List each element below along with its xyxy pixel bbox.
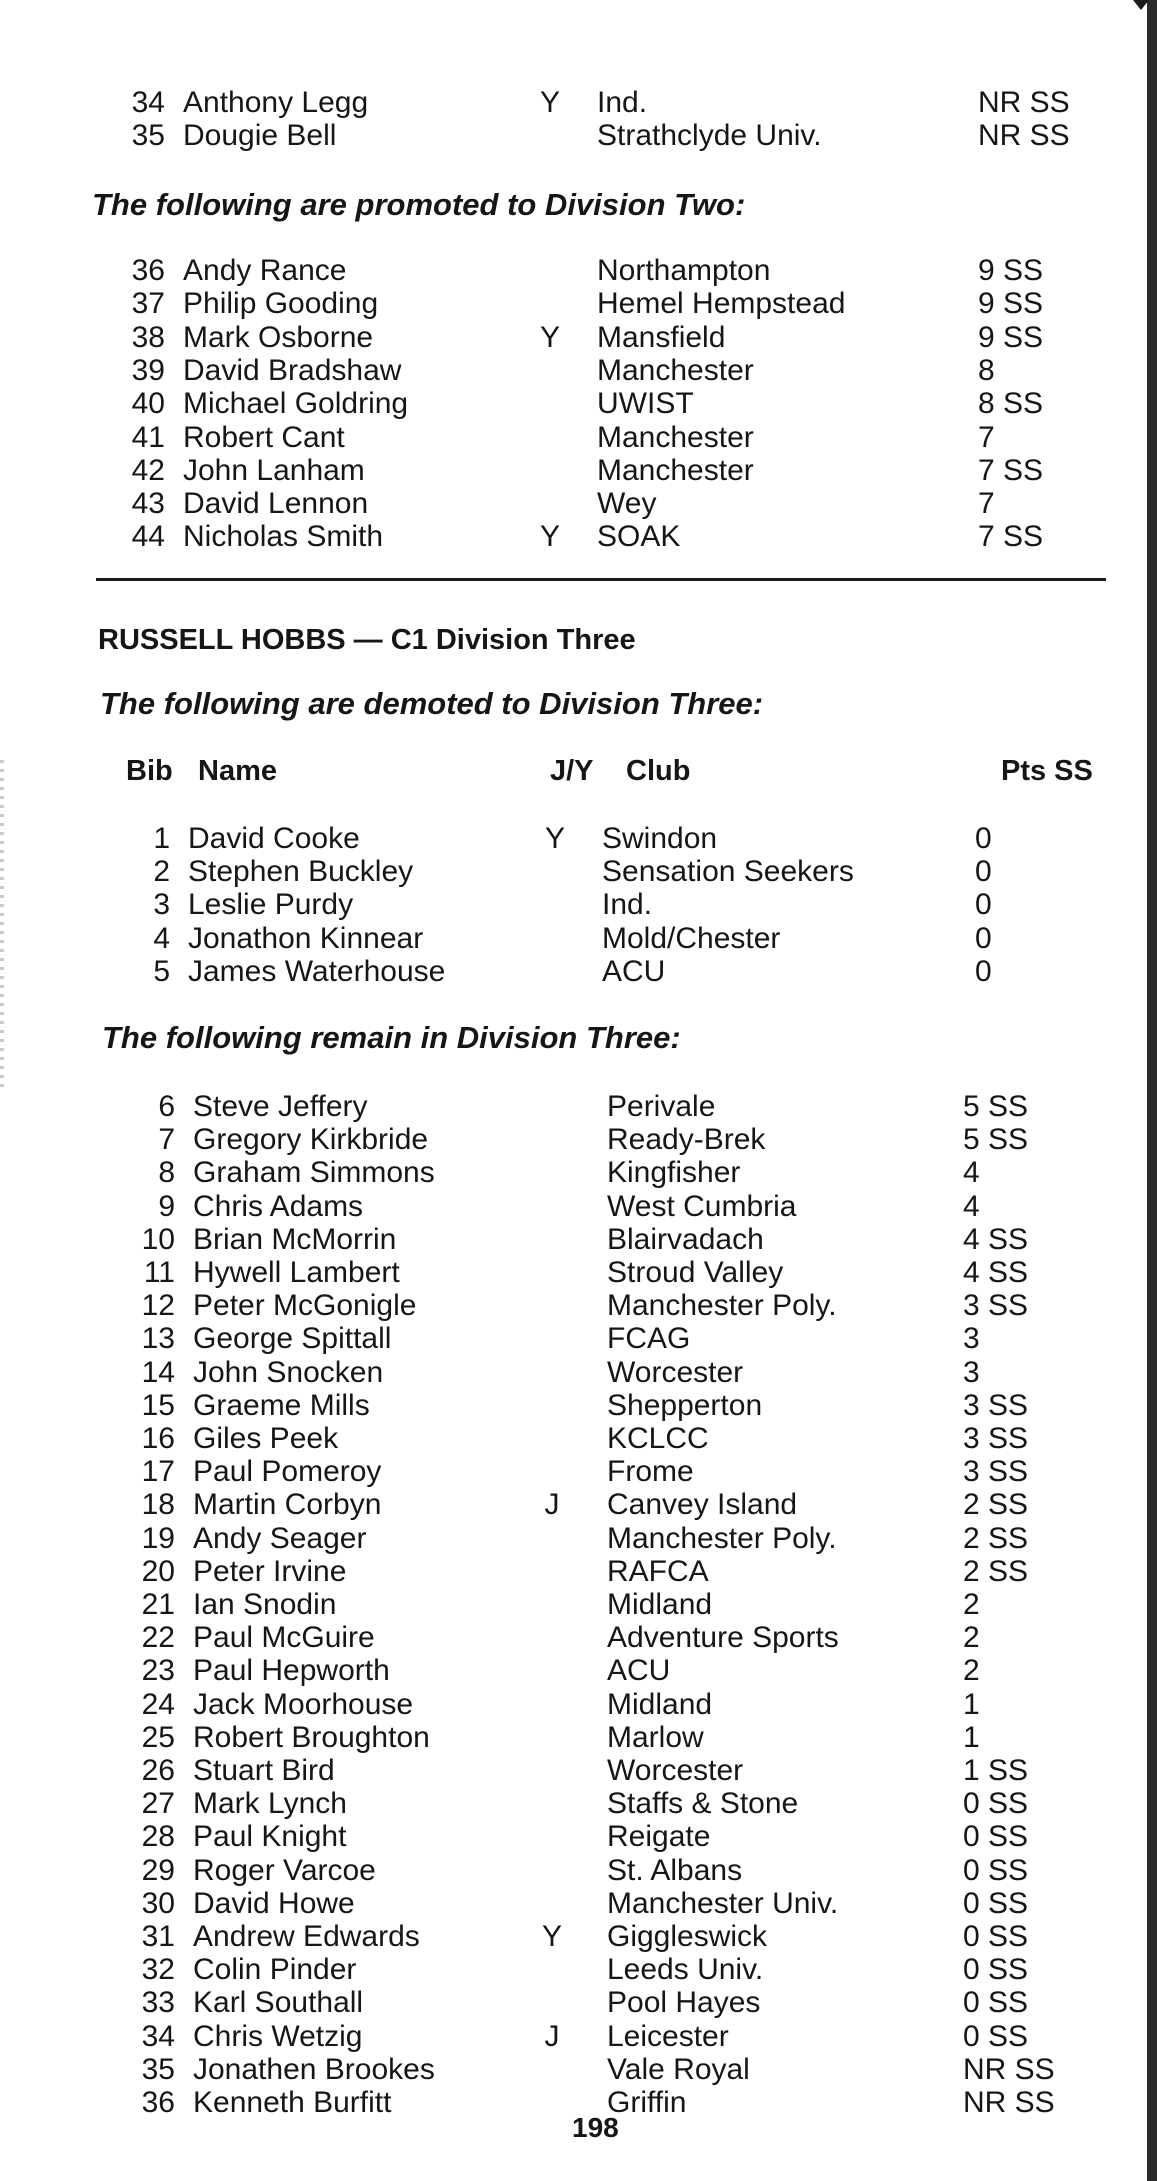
pts-cell: 3 SS: [963, 1289, 1029, 1323]
table-row: [105, 1356, 1145, 1390]
club-cell: Perivale: [607, 1090, 716, 1123]
bib-cell: 34: [131, 86, 165, 119]
bib-cell: 36: [131, 254, 165, 287]
column-header-pts: Pts SS: [1001, 755, 1093, 787]
remain-heading: The following remain in Division Three:: [102, 1020, 681, 1055]
table-row: [105, 1854, 1145, 1888]
name-cell: Paul Hepworth: [193, 1654, 390, 1688]
name-cell: George Spittall: [193, 1322, 392, 1356]
table-row: [105, 1820, 1145, 1854]
bib-cell: 1: [153, 822, 170, 855]
name-cell: James Waterhouse: [188, 954, 446, 988]
name-cell: Paul McGuire: [193, 1621, 375, 1655]
club-cell: Mansfield: [597, 320, 726, 354]
pts-cell: 2: [963, 1588, 980, 1621]
club-cell: Sensation Seekers: [602, 855, 854, 889]
name-cell: Graham Simmons: [193, 1156, 435, 1190]
pts-cell: 1 SS: [963, 1754, 1029, 1787]
pts-cell: 4: [963, 1156, 980, 1190]
pts-cell: 3: [963, 1355, 980, 1389]
table-row: [105, 2020, 1145, 2054]
table-row: [105, 1721, 1145, 1755]
club-cell: Strathclyde Univ.: [597, 119, 822, 152]
pts-cell: 2 SS: [963, 1488, 1029, 1522]
name-cell: David Bradshaw: [183, 353, 402, 387]
bib-cell: 5: [153, 954, 170, 988]
name-cell: Mark Lynch: [193, 1787, 347, 1821]
name-cell: John Lanham: [183, 453, 365, 487]
name-cell: Mark Osborne: [183, 320, 374, 354]
club-cell: Kingfisher: [607, 1156, 741, 1190]
name-cell: Roger Varcoe: [193, 1853, 376, 1887]
bib-cell: 26: [141, 1754, 175, 1787]
club-cell: Pool Hayes: [607, 1986, 761, 2020]
pts-cell: 4 SS: [963, 1256, 1029, 1289]
name-cell: Jonathen Brookes: [193, 2052, 435, 2086]
name-cell: Robert Cant: [183, 420, 345, 454]
pts-cell: 0 SS: [963, 1986, 1029, 2020]
bib-cell: 8: [158, 1156, 175, 1190]
table-row: [95, 387, 1135, 421]
pts-cell: 1: [963, 1720, 980, 1754]
jy-cell: J: [544, 2019, 560, 2053]
pts-cell: 9 SS: [978, 320, 1044, 354]
name-cell: Stuart Bird: [193, 1754, 335, 1787]
pts-cell: 0: [975, 921, 992, 955]
club-cell: Northampton: [597, 254, 771, 287]
bib-cell: 14: [141, 1355, 175, 1389]
table-row: [105, 2053, 1145, 2087]
name-cell: Ian Snodin: [193, 1588, 337, 1621]
name-cell: Andy Seager: [193, 1521, 367, 1555]
table-row: [105, 1920, 1145, 1954]
table-row: [95, 454, 1135, 488]
club-cell: Worcester: [607, 1355, 744, 1389]
pts-cell: 9 SS: [978, 254, 1044, 287]
club-cell: Frome: [607, 1455, 694, 1489]
pts-cell: 7 SS: [978, 520, 1044, 554]
bib-cell: 25: [141, 1720, 175, 1754]
bib-cell: 35: [131, 119, 165, 152]
name-cell: Hywell Lambert: [193, 1256, 400, 1289]
division-title: RUSSELL HOBBS — C1 Division Three: [98, 624, 636, 656]
pts-cell: 8: [978, 353, 995, 387]
pts-cell: 4: [963, 1189, 980, 1223]
bib-cell: 2: [153, 855, 170, 889]
club-cell: ACU: [602, 954, 666, 988]
bib-cell: 23: [141, 1654, 175, 1688]
pts-cell: 7: [978, 487, 995, 521]
club-cell: Manchester Poly.: [607, 1521, 837, 1555]
page-edge-shadow: [1147, 0, 1157, 2181]
pts-cell: 0 SS: [963, 1886, 1029, 1920]
name-cell: David Howe: [193, 1886, 355, 1920]
name-cell: Colin Pinder: [193, 1953, 357, 1987]
club-cell: ACU: [607, 1654, 671, 1688]
demoted-heading: The following are demoted to Division Three:: [100, 686, 764, 721]
bib-cell: 12: [141, 1289, 175, 1323]
bib-cell: 6: [158, 1090, 175, 1123]
table-row: [95, 321, 1135, 355]
table-row: [105, 1787, 1145, 1821]
bib-cell: 34: [141, 2019, 175, 2053]
pts-cell: 0 SS: [963, 2019, 1029, 2053]
pts-cell: 8 SS: [978, 387, 1044, 421]
pts-cell: 2 SS: [963, 1521, 1029, 1555]
name-cell: Steve Jeffery: [193, 1090, 368, 1123]
bib-cell: 15: [141, 1388, 175, 1422]
pts-cell: 0 SS: [963, 1787, 1029, 1821]
club-cell: Worcester: [607, 1754, 744, 1787]
bib-cell: 27: [141, 1787, 175, 1821]
table-row: [105, 1455, 1145, 1489]
bib-cell: 18: [141, 1488, 175, 1522]
club-cell: St. Albans: [607, 1853, 743, 1887]
name-cell: Gregory Kirkbride: [193, 1123, 429, 1157]
name-cell: Peter Irvine: [193, 1554, 347, 1588]
table-row: [95, 119, 1135, 153]
name-cell: Chris Adams: [193, 1189, 364, 1223]
club-cell: Manchester: [597, 420, 754, 454]
name-cell: Karl Southall: [193, 1986, 364, 2020]
table-row: [105, 1190, 1145, 1224]
pts-cell: 0 SS: [963, 1820, 1029, 1854]
name-cell: Philip Gooding: [183, 287, 379, 321]
bib-cell: 21: [141, 1588, 175, 1621]
jy-cell: J: [544, 1488, 560, 1522]
name-cell: Stephen Buckley: [188, 855, 414, 889]
name-cell: David Cooke: [188, 822, 360, 855]
pts-cell: 1: [963, 1687, 980, 1721]
club-cell: SOAK: [597, 520, 681, 554]
bib-cell: 42: [131, 453, 165, 487]
club-cell: UWIST: [597, 387, 694, 421]
club-cell: Marlow: [607, 1720, 704, 1754]
section-divider: [96, 578, 1106, 581]
bib-cell: 33: [141, 1986, 175, 2020]
pts-cell: 0 SS: [963, 1920, 1029, 1953]
name-cell: Robert Broughton: [193, 1720, 430, 1754]
club-cell: Adventure Sports: [607, 1621, 839, 1655]
page-number: 198: [572, 2112, 619, 2143]
bib-cell: 4: [153, 921, 170, 955]
name-cell: David Lennon: [183, 487, 369, 521]
name-cell: Jonathon Kinnear: [188, 921, 424, 955]
bib-cell: 19: [141, 1521, 175, 1555]
name-cell: Paul Knight: [193, 1820, 347, 1854]
pts-cell: 3 SS: [963, 1455, 1029, 1489]
table-row: [105, 1422, 1145, 1456]
name-cell: Kenneth Burfitt: [193, 2086, 392, 2119]
pts-cell: 0: [975, 822, 992, 855]
pts-cell: 4 SS: [963, 1222, 1029, 1256]
name-cell: Giles Peek: [193, 1422, 339, 1455]
jy-cell: Y: [541, 1920, 562, 1953]
pts-cell: NR SS: [963, 2052, 1055, 2086]
club-cell: Midland: [607, 1687, 713, 1721]
name-cell: Graeme Mills: [193, 1388, 370, 1422]
bib-cell: 30: [141, 1886, 175, 1920]
bib-cell: 40: [131, 387, 165, 421]
bib-cell: 11: [143, 1256, 175, 1289]
table-row: [105, 1588, 1145, 1622]
table-row: [95, 421, 1135, 455]
table-row: [105, 1986, 1145, 2020]
club-cell: KCLCC: [607, 1422, 709, 1455]
club-cell: Griffin: [607, 2086, 687, 2119]
bib-cell: 35: [141, 2052, 175, 2086]
bib-cell: 28: [141, 1820, 175, 1854]
bib-cell: 31: [141, 1920, 175, 1953]
table-row: [100, 822, 1140, 856]
bib-cell: 39: [131, 353, 165, 387]
club-cell: Hemel Hempstead: [597, 287, 846, 321]
name-cell: Brian McMorrin: [193, 1222, 397, 1256]
bib-cell: 38: [131, 320, 165, 354]
bib-cell: 9: [158, 1189, 175, 1223]
name-cell: Chris Wetzig: [193, 2019, 363, 2053]
club-cell: Ready-Brek: [607, 1123, 766, 1157]
table-row: [100, 922, 1140, 956]
pts-cell: 3 SS: [963, 1388, 1029, 1422]
bib-cell: 41: [131, 420, 165, 454]
club-cell: Blairvadach: [607, 1222, 764, 1256]
club-cell: Ind.: [602, 888, 653, 922]
club-cell: West Cumbria: [607, 1189, 797, 1223]
jy-cell: Y: [539, 520, 560, 554]
pts-cell: 0 SS: [963, 1853, 1029, 1887]
bib-cell: 17: [141, 1455, 175, 1489]
column-header-bib: Bib: [126, 755, 173, 787]
table-row: [95, 287, 1135, 321]
pts-cell: 9 SS: [978, 287, 1044, 321]
pts-cell: 0: [975, 954, 992, 988]
bib-cell: 29: [141, 1853, 175, 1887]
bib-cell: 13: [141, 1322, 175, 1356]
pts-cell: 7: [978, 420, 995, 454]
club-cell: Giggleswick: [607, 1920, 768, 1953]
name-cell: Peter McGonigle: [193, 1289, 417, 1323]
bib-cell: 20: [141, 1554, 175, 1588]
jy-cell: Y: [544, 822, 565, 855]
table-row: [95, 254, 1135, 288]
name-cell: John Snocken: [193, 1355, 384, 1389]
pts-cell: 0: [975, 888, 992, 922]
club-cell: Manchester: [597, 353, 754, 387]
table-row: [105, 1953, 1145, 1987]
pts-cell: NR SS: [978, 119, 1070, 152]
club-cell: Stroud Valley: [607, 1256, 784, 1289]
pts-cell: NR SS: [978, 86, 1070, 119]
table-row: [105, 1256, 1145, 1290]
club-cell: Canvey Island: [607, 1488, 798, 1522]
column-header-club: Club: [626, 755, 691, 787]
club-cell: Mold/Chester: [602, 921, 781, 955]
table-row: [100, 955, 1140, 989]
bib-cell: 37: [131, 287, 165, 321]
club-cell: Leeds Univ.: [607, 1953, 764, 1987]
bib-cell: 22: [141, 1621, 175, 1655]
bib-cell: 44: [131, 520, 165, 554]
table-row: [105, 1389, 1145, 1423]
club-cell: Wey: [597, 487, 657, 521]
pts-cell: 0 SS: [963, 1953, 1029, 1987]
table-row: [105, 1123, 1145, 1157]
name-cell: Paul Pomeroy: [193, 1455, 382, 1489]
club-cell: Manchester Poly.: [607, 1289, 837, 1323]
pts-cell: 2 SS: [963, 1554, 1029, 1588]
table-row: [105, 1555, 1145, 1589]
table-row: [105, 1621, 1145, 1655]
name-cell: Jack Moorhouse: [193, 1687, 414, 1721]
name-cell: Nicholas Smith: [183, 520, 384, 554]
table-row: [95, 354, 1135, 388]
bib-cell: 43: [131, 487, 165, 521]
table-row: [105, 2086, 1145, 2120]
pts-cell: 7 SS: [978, 453, 1044, 487]
club-cell: Shepperton: [607, 1388, 763, 1422]
table-row: [105, 1887, 1145, 1921]
column-header-name: Name: [198, 755, 277, 787]
jy-cell: Y: [539, 86, 560, 119]
club-cell: FCAG: [607, 1322, 691, 1356]
pts-cell: NR SS: [963, 2086, 1055, 2119]
column-header-jy: J/Y: [550, 755, 594, 787]
table-row: [95, 520, 1135, 554]
club-cell: Manchester Univ.: [607, 1886, 839, 1920]
table-row: [105, 1654, 1145, 1688]
club-cell: Reigate: [607, 1820, 711, 1854]
name-cell: Dougie Bell: [183, 119, 337, 152]
club-cell: Swindon: [602, 822, 718, 855]
table-row: [100, 888, 1140, 922]
bib-cell: 36: [141, 2086, 175, 2119]
bib-cell: 32: [141, 1953, 175, 1987]
table-row: [105, 1322, 1145, 1356]
jy-cell: Y: [539, 320, 560, 354]
name-cell: Andrew Edwards: [193, 1920, 420, 1953]
name-cell: Leslie Purdy: [188, 888, 354, 922]
table-row: [105, 1488, 1145, 1522]
club-cell: Midland: [607, 1588, 713, 1621]
club-cell: RAFCA: [607, 1554, 709, 1588]
club-cell: Ind.: [597, 86, 648, 119]
table-row: [100, 855, 1140, 889]
table-row: [105, 1289, 1145, 1323]
table-row: [105, 1223, 1145, 1257]
club-cell: Staffs & Stone: [607, 1787, 799, 1821]
pts-cell: 5 SS: [963, 1090, 1029, 1123]
bib-cell: 24: [141, 1687, 175, 1721]
promoted-heading: The following are promoted to Division Two:: [92, 187, 746, 222]
table-row: [105, 1090, 1145, 1124]
table-row: [105, 1156, 1145, 1190]
name-cell: Andy Rance: [183, 254, 347, 287]
bib-cell: 3: [153, 888, 170, 922]
name-cell: Martin Corbyn: [193, 1488, 382, 1522]
table-row: [105, 1688, 1145, 1722]
table-row: [95, 487, 1135, 521]
table-row: [95, 86, 1135, 120]
pts-cell: 5 SS: [963, 1123, 1029, 1157]
name-cell: Michael Goldring: [183, 387, 409, 421]
bib-cell: 7: [158, 1123, 175, 1157]
pts-cell: 2: [963, 1654, 980, 1688]
pts-cell: 2: [963, 1621, 980, 1655]
bib-cell: 10: [141, 1222, 175, 1256]
club-cell: Manchester: [597, 453, 754, 487]
club-cell: Vale Royal: [607, 2052, 750, 2086]
name-cell: Anthony Legg: [183, 86, 369, 119]
pts-cell: 3: [963, 1322, 980, 1356]
pts-cell: 0: [975, 855, 992, 889]
table-row: [105, 1754, 1145, 1788]
table-row: [105, 1522, 1145, 1556]
club-cell: Leicester: [607, 2019, 729, 2053]
pts-cell: 3 SS: [963, 1422, 1029, 1455]
bib-cell: 16: [141, 1422, 175, 1455]
